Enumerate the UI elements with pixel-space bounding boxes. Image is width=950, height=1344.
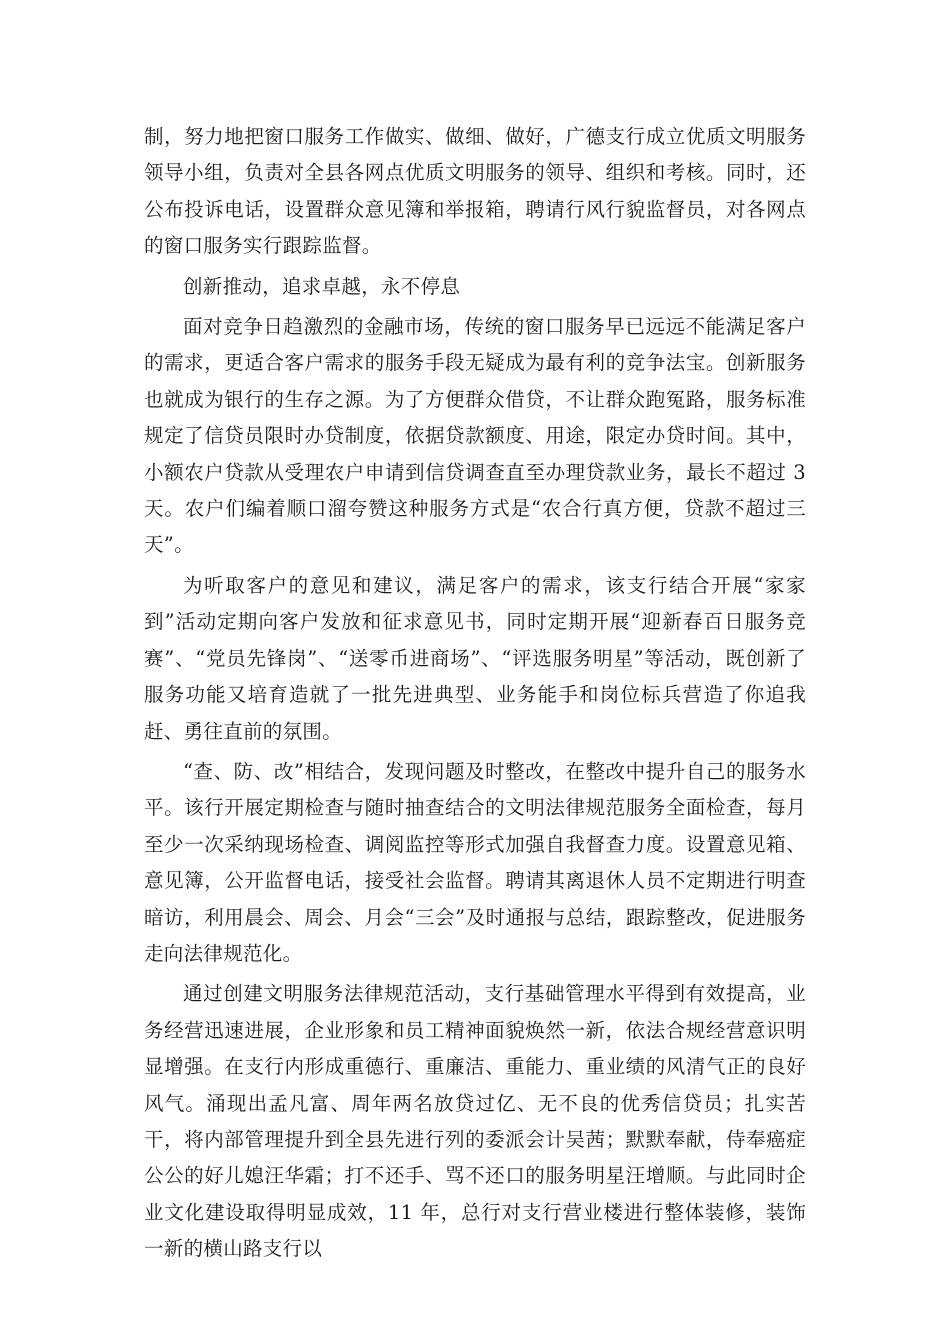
paragraph: 为听取客户的意见和建议，满足客户的需求，该支行结合开展“家家到”活动定期向客户发放和征求意见书，同时定期开展“迎新春百日服务竞赛”、“党员先锋岗”、“送零币进商场”、“评选服务明星”等活动，既创新了服务功能又培育造就了一批先进典型、业务能手和岗位标兵营造了你追我赶、勇往直前的氛围。 [144,573,806,743]
paragraph-continuation: 制，努力地把窗口服务工作做实、做细、做好，广德支行成立优质文明服务领导小组，负责对全县各网点优质文明服务的领导、组织和考核。同时，还公布投诉电话，设置群众意见簿和举报箱，聘请行风行貌监督员，对各网点的窗口服务实行跟踪监督。 [144,125,806,258]
section-heading: 创新推动，追求卓越，永不停息 [183,274,461,298]
paragraph: “查、防、改”相结合，发现问题及时整改，在整改中提升自己的服务水平。该行开展定期检查与随时抽查结合的文明法律规范服务全面检查，每月至少一次采纳现场检查、调阅监控等形式加强自我督查力度。设置意见箱、意见簿，公开监督电话，接受社会监督。聘请其离退休人员不定期进行明查暗访，利用晨会、周会、月会“三会”及时通报与总结，跟踪整改，促进服务走向法律规范化。 [144,759,806,965]
paragraph: 面对竞争日趋激烈的金融市场，传统的窗口服务早已远远不能满足客户的需求，更适合客户需求的服务手段无疑成为最有利的竞争法宝。创新服务也就成为银行的生存之源。为了方便群众借贷，不让群众跑冤路，服务标准规定了信贷员限时办贷制度，依据贷款额度、用途，限定办贷时间。其中，小额农户贷款从受理农户申请到信贷调查直至办理贷款业务，最长不超过 3 天。农户们编着顺口溜夸赞这种服务方式是“农合行真方便，贷款不超过三天”。 [144,315,806,557]
document-body [144,119,806,1272]
paragraph: 通过创建文明服务法律规范活动，支行基础管理水平得到有效提高，业务经营迅速进展，企业形象和员工精神面貌焕然一新，依法合规经营意识明显增强。在支行内形成重德行、重廉洁、重能力、重业绩的风清气正的良好风气。涌现出孟凡富、周年两名放贷过亿、无不良的优秀信贷员；扎实苦干，将内部管理提升到全县先进行列的委派会计吴茜；默默奉献，侍奉癌症公公的好儿媳汪华霜；打不还手、骂不还口的服务明星汪增顺。与此同时企业文化建设取得明显成效，11 年，总行对支行营业楼进行整体装修，装饰一新的横山路支行以 [144,982,806,1261]
